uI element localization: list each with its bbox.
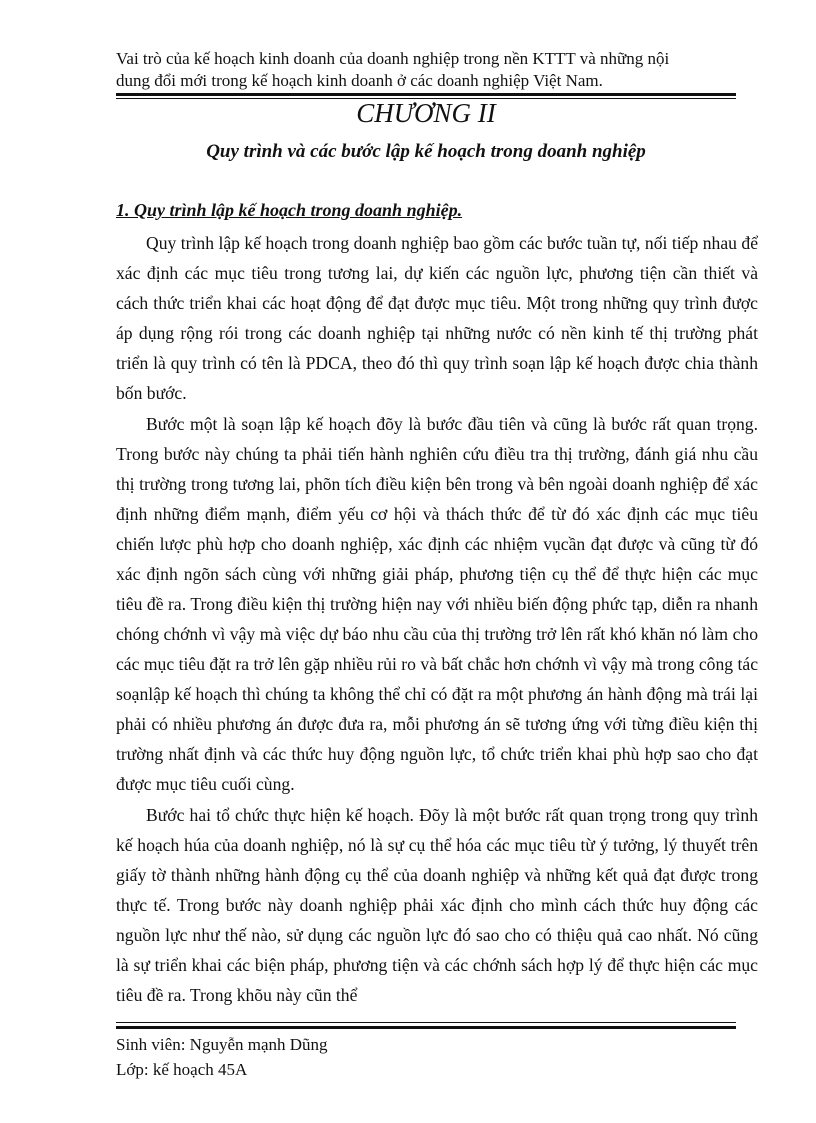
paragraph: Bước hai tổ chức thực hiện kế hoạch. Đõy là một bước rất quan trọng trong quy trình kế hoạch húa của doanh nghiệp, nó là sự cụ thể hóa các mục tiêu từ ý tưởng, lý thuyết trên giấy tờ thành những hành động cụ thể của doanh nghiệp và những kết quả đạt được trong thực tế. Trong bước này doanh nghiệp phải xác định cho mình cách thức huy động các nguồn lực như thế nào, sử dụng các nguồn lực đó sao cho có thiệu quả cao nhất. Nó cũng là sự triển khai các biện pháp, phương tiện và các chớnh sách hợp lý để thực hiện các mục tiêu đề ra. Trong khõu này cũn thể	[116, 805, 758, 1005]
header-line-1: Vai trò của kế hoạch kinh doanh của doanh nghiệp trong nền KTTT và những nội	[116, 49, 670, 68]
footer-rule-thin	[116, 1022, 736, 1023]
body-text	[116, 228, 758, 1011]
footer-student: Sinh viên: Nguyễn mạnh Dũng	[116, 1035, 328, 1054]
chapter-title: CHƯƠNG II	[356, 98, 496, 128]
header-line-2: dung đổi mới trong kế hoạch kinh doanh ở các doanh nghiệp Việt Nam.	[116, 71, 603, 90]
paragraph: Bước một là soạn lập kế hoạch đõy là bước đầu tiên và cũng là bước rất quan trọng. Trong bước này chúng ta phải tiến hành nghiên cứu điều tra thị trường, đánh giá nhu cầu thị trường trong tương lai, phõn tích điều kiện bên trong và bên ngoài doanh nghiệp để xác định những điểm mạnh, điểm yếu cơ hội và thách thức để từ đó xác định các mục tiêu chiến lược phù hợp cho doanh nghiệp, xác định các nhiệm vụcần đạt được và cũng từ đó xác định ngõn sách cùng với những giải pháp, phương tiện cụ thể để thực hiện các mục tiêu đề ra. Trong điều kiện thị trường hiện nay với nhiều biến động phức tạp, diễn ra nhanh chóng chớnh vì vậy mà việc dự báo nhu cầu của thị trường trở lên rất khó khăn nó làm cho các mục tiêu đặt ra trở lên gặp nhiều rủi ro và bất chắc hơn chớnh vì vậy mà trong công tác soạnlập kế hoạch thì chúng ta không thể chỉ có đặt ra một phương án hành động mà trái lại phải có nhiều phương án được đưa ra, mỗi phương án sẽ tương ứng với từng điều kiện thị trường nhất định và các thức huy động nguồn lực, tổ chức triển khai phù hợp sao cho đạt được mục tiêu cuối cùng.	[116, 414, 758, 794]
running-footer	[116, 1032, 328, 1082]
header-rule-thick	[116, 93, 736, 96]
footer-rule-thick	[116, 1026, 736, 1029]
footer-class: Lớp: kế hoạch 45A	[116, 1060, 248, 1079]
paragraph: Quy trình lập kế hoạch trong doanh nghiệp bao gồm các bước tuần tự, nối tiếp nhau để xác định các mục tiêu trong tương lai, dự kiến các nguồn lực, phương tiện cần thiết và cách thức triển khai các hoạt động để đạt được mục tiêu. Một trong những quy trình được áp dụng rộng rói trong các doanh nghiệp tại những nước có nền kinh tế thị trường phát triển là quy trình có tên là PDCA, theo đó thì quy trình soạn lập kế hoạch được chia thành bốn bước.	[116, 233, 758, 403]
chapter-subtitle: Quy trình và các bước lập kế hoạch trong doanh nghiệp	[206, 141, 646, 162]
section-heading: 1. Quy trình lập kế hoạch trong doanh nghiệp.	[116, 200, 463, 220]
running-header	[116, 48, 736, 92]
